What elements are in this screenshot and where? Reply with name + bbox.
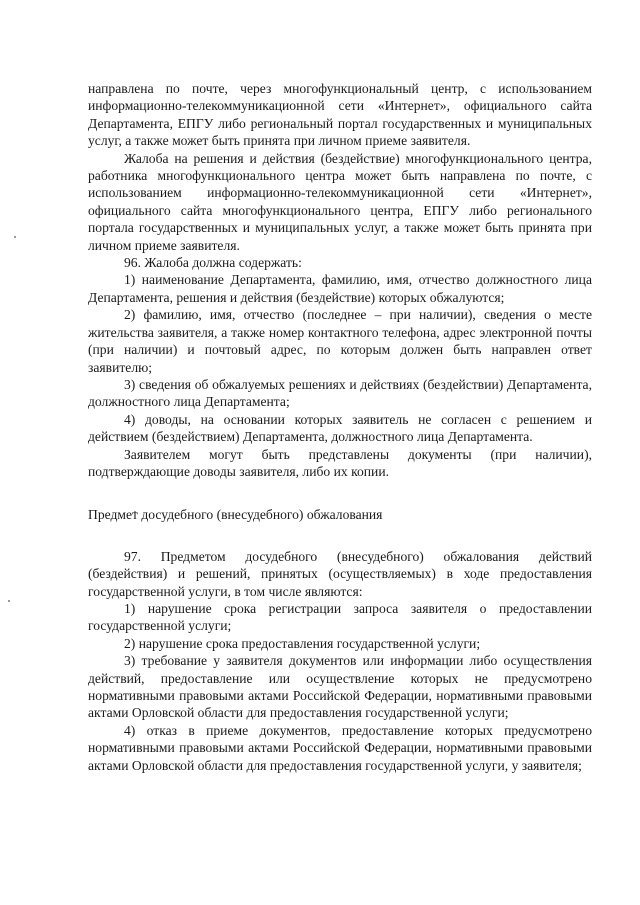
paragraph: 2) фамилию, имя, отчество (последнее – при наличии), сведения о месте жительства заявителя, а также номер контактного телефона, адрес электронной почты (при наличии) и почтовый адрес, по которым должен быть направлен ответ заявителю; (88, 307, 592, 375)
paragraph: направлена по почте, через многофункциональный центр, с использованием информационно-телекоммуникационной сети «Интернет», официального сайта Департамента, ЕПГУ либо региональный портал государственных и муниципальных услуг, а также может быть принята при личном приеме заявителя. (88, 81, 592, 149)
scan-speck (14, 236, 16, 238)
paragraph: 4) отказ в приеме документов, предоставление которых предусмотрено нормативными правовыми актами Российской Федерации, нормативными правовыми актами Орловской области для предоставления государственной услуги, у заявителя; (88, 722, 592, 773)
paragraph: 1) наименование Департамента, фамилию, имя, отчество должностного лица Департамента, решения и действия (бездействие) которых обжалуются; (88, 272, 592, 305)
paragraph: Жалоба на решения и действия (бездействие) многофункционального центра, работника многофункционального центра может быть направлена по почте, с использованием информационно-телекоммуникационной сети «Интернет», официального сайта многофункционального центра, ЕПГУ либо регионального портала государственных и муниципальных услуг, а также может быть принята при личном приеме заявителя. (88, 150, 592, 253)
paragraph: 96. Жалоба должна содержать: (124, 255, 302, 271)
paragraph: 97. Предметом досудебного (внесудебного) обжалования действий (бездействия) и решений, принятых (осуществляемых) в ходе предоставления государственной услуги, в том числе являются: (88, 548, 592, 599)
paragraph: 3) сведения об обжалуемых решениях и действиях (бездействии) Департамента, должностного лица Департамента; (88, 376, 592, 410)
paragraph: 4) доводы, на основании которых заявитель не согласен с решением и действием (бездействием) Департамента, должностного лица Департамента. (88, 411, 592, 445)
document-body (88, 80, 592, 774)
appeal-subject-section (88, 548, 592, 774)
scan-speck (8, 600, 10, 602)
paragraph: Заявителем могут быть представлены документы (при наличии), подтверждающие доводы заявителя, либо их копии. (88, 446, 592, 479)
paragraph: 3) требование у заявителя документов или информации либо осуществления действий, предоставление или осуществление которых не предусмотрено нормативными правовыми актами Российской Федерации, нормативными правовыми актами Орловской области для предоставления государственной услуги; (88, 653, 592, 721)
section-heading: Предмет досудебного (внесудебного) обжалования (88, 507, 383, 523)
paragraph: 2) нарушение срока предоставления государственной услуги; (124, 635, 481, 651)
paragraph: 1) нарушение срока регистрации запроса заявителя о предоставлении государственной услуги; (88, 600, 592, 634)
section-heading-wrap (88, 506, 592, 523)
complaint-requirements-section (88, 80, 592, 480)
